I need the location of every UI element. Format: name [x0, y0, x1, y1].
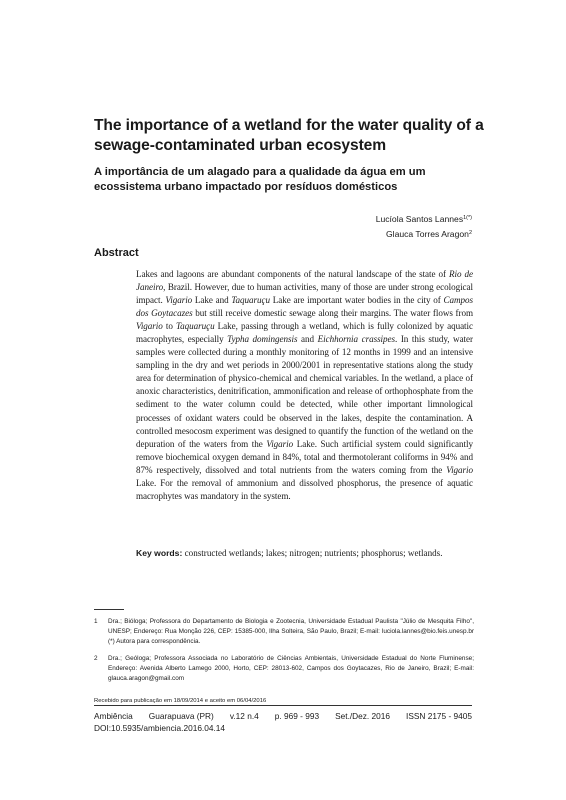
footnote-2 — [94, 654, 474, 685]
author-affiliation-mark: 2 — [468, 230, 472, 236]
paper-title: The importance of a wetland for the water quality of a sewage-contaminated urban ecosystem — [94, 117, 484, 154]
footnote-text: Dra.; Geóloga; Professora Associada no Laboratório de Ciências Ambientais, Universidade Estadual do Norte Fluminense; Endereço: Avenida Alberto Lamego 2000, Horto, CEP: 28013-602, Campos dos Goytacazes, Rio de Janeiro, Brazil; E-mail: glauca.aragon@gmail.com — [108, 655, 474, 683]
author-2 — [376, 226, 472, 241]
author-1 — [376, 211, 472, 226]
footer-divider — [94, 705, 472, 706]
journal-pages: p. 969 - 993 — [274, 711, 320, 721]
journal-footer — [94, 710, 472, 734]
abstract-body: Lakes and lagoons are abundant components of the natural landscape of the state of Rio de Janeiro, Brazil. However, due to human activities, many of those are under strong ecological impact. Vigario Lake and Taquaruçu Lake are important water bodies in the city of Campos dos Goytacazes but still receive domestic sewage along their margins. The water flows from Vigario to Taquaruçu Lake, passing through a wetland, which is fully colonized by aquatic macrophytes, especially Typha domingensis and Eichhornia crassipes. In this study, water samples were collected during a monthly monitoring of 12 months in 1999 and an intensive sampling in the dry and wet periods in 2000/2001 in representative stations along the study area for determination of physico-chemical and chemical variables. In the wetland, a place of anoxic characteristics, denitrification, ammonification and release of orthophosphate from the sediment to the water column could be detected, while other important limnological processes of oxidant waters could be observed in the lakes, despite the contamination. A controlled mesocosm experiment was designed to quantify the function of the wetland on the depuration of the waters from the Vigario Lake. Such artificial system could significantly remove biochemical oxygen demand in 84%, total and thermotolerant coliforms in 94% and 87% respectively, dissolved and total nutrients from the waters coming from the Vigario Lake. For the removal of ammonium and dissolved phosphorus, the presence of aquatic macrophytes was mandatory in the system. — [136, 269, 473, 501]
paper-subtitle-portuguese: A importância de um alagado para a qualidade da água em um ecossistema urbano impactado por resíduos domésticos — [94, 166, 426, 193]
journal-city: Guarapuava (PR) — [148, 711, 214, 721]
journal-volume: v.12 n.4 — [229, 711, 259, 721]
journal-citation-line — [94, 710, 472, 722]
footnote-text: Dra.; Bióloga; Professora do Departamento de Biologia e Zootecnia, Universidade Estadual Paulista "Júlio de Mesquita Filho", UNESP; Endereço: Rua Monção 226, CEP: 15385-000, Ilha Solteira, São Paulo, Brazil; E-mail: luciola.lannes@bio.feis.unesp.br (*) Autora para correspondência. — [108, 618, 474, 646]
abstract-heading: Abstract — [94, 247, 139, 259]
keywords-list: constructed wetlands; lakes; nitrogen; nutrients; phosphorus; wetlands. — [184, 548, 443, 558]
author-name: Lucíola Santos Lannes — [375, 214, 464, 224]
author-affiliation-mark: 1(*) — [463, 215, 472, 221]
journal-issn: ISSN 2175 - 9405 — [406, 711, 472, 721]
journal-name: Ambiência — [94, 711, 133, 721]
keywords-label: Key words: — [136, 548, 183, 558]
journal-date: Set./Dez. 2016 — [335, 711, 390, 721]
doi: DOI:10.5935/ambiencia.2016.04.14 — [94, 723, 226, 733]
footnote-number: 2 — [94, 655, 98, 662]
footnote-divider — [94, 609, 124, 610]
author-list — [376, 211, 472, 241]
received-date: Recebido para publicação em 18/09/2014 e aceito em 06/04/2016 — [94, 698, 267, 704]
keywords — [136, 547, 476, 560]
footnote-1 — [94, 617, 474, 648]
footnote-number: 1 — [94, 618, 98, 625]
author-name: Glauca Torres Aragon — [385, 229, 469, 239]
